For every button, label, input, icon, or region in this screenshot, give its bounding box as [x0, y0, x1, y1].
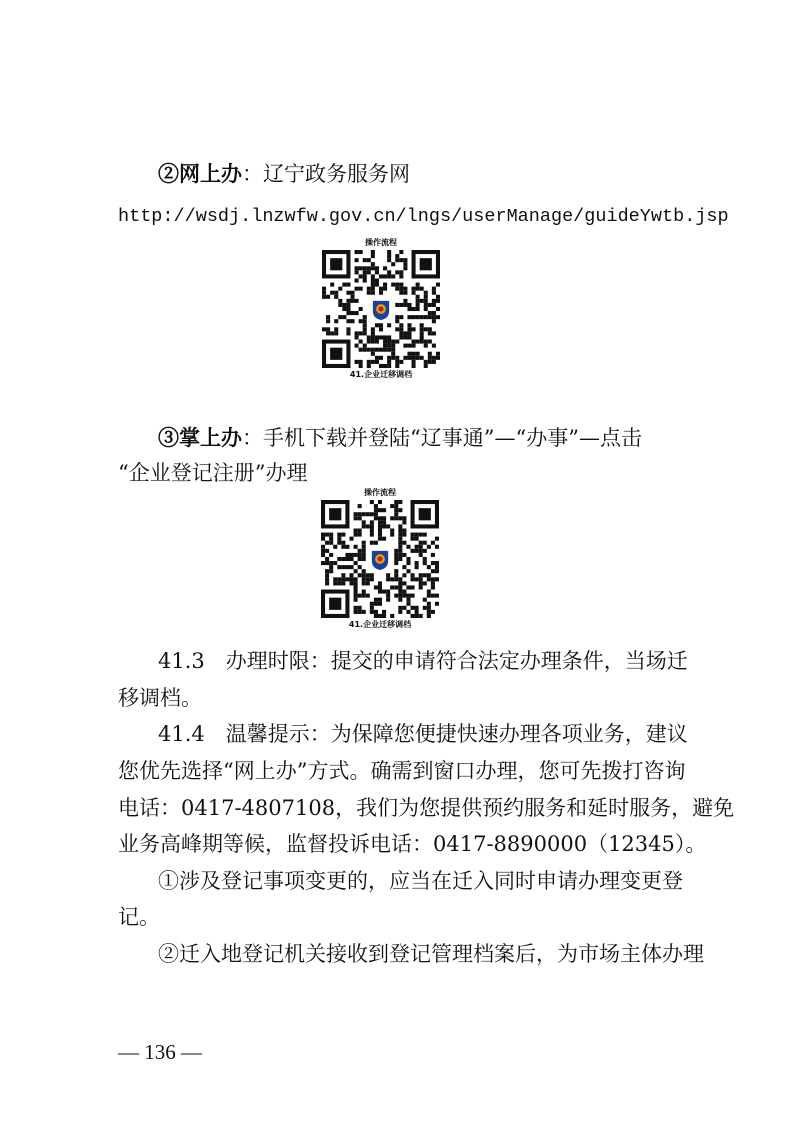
mobile-label: ③掌上办	[158, 425, 242, 450]
paragraph-41-4-line-2: 您优先选择“网上办”方式。确需到窗口办理，您可先拨打咨询	[118, 759, 686, 783]
note-1-line-1: ①涉及登记事项变更的，应当在迁入同时申请办理变更登	[158, 869, 683, 893]
online-url[interactable]: http://wsdj.lnzwfw.gov.cn/lngs/userManage/guideYwtb.jsp	[118, 206, 729, 227]
qr-caption-bottom: 41.企业迁移调档	[349, 370, 413, 379]
paragraph-41-4-line-1: 41.4 温馨提示：为保障您便捷快速办理各项业务，建议	[158, 722, 688, 746]
paragraph-41-3-line-2: 移调档。	[118, 686, 202, 710]
qr-caption-top: 操作流程	[364, 488, 396, 497]
qr-code-icon	[322, 250, 440, 368]
qr-code-block-1	[317, 238, 445, 380]
online-handling-line	[158, 160, 410, 188]
paragraph-41-4-line-4: 业务高峰期等候，监督投诉电话：0417-8890000（12345）。	[118, 832, 707, 856]
paragraph-41-4-line-3: 电话：0417-4807108，我们为您提供预约服务和延时服务，避免	[118, 796, 735, 820]
page-number: — 136 —	[118, 1040, 202, 1064]
note-2-line-1: ②迁入地登记机关接收到登记管理档案后，为市场主体办理	[158, 942, 704, 966]
paragraph-41-3-line-1: 41.3 办理时限：提交的申请符合法定办理条件，当场迁	[158, 649, 688, 673]
online-label: ②网上办	[158, 161, 242, 186]
qr-caption-bottom: 41.企业迁移调档	[348, 620, 412, 629]
mobile-handling-line-1	[158, 424, 642, 452]
qr-caption-top: 操作流程	[365, 238, 397, 247]
mobile-handling-line-2: “企业登记注册”办理	[118, 461, 308, 485]
online-text: ：辽宁政务服务网	[242, 162, 410, 186]
mobile-text: ：手机下载并登陆“辽事通”—“办事”—点击	[242, 426, 642, 450]
qr-code-icon	[321, 500, 439, 618]
note-1-line-2: 记。	[118, 905, 160, 929]
qr-code-block-2	[316, 488, 444, 630]
